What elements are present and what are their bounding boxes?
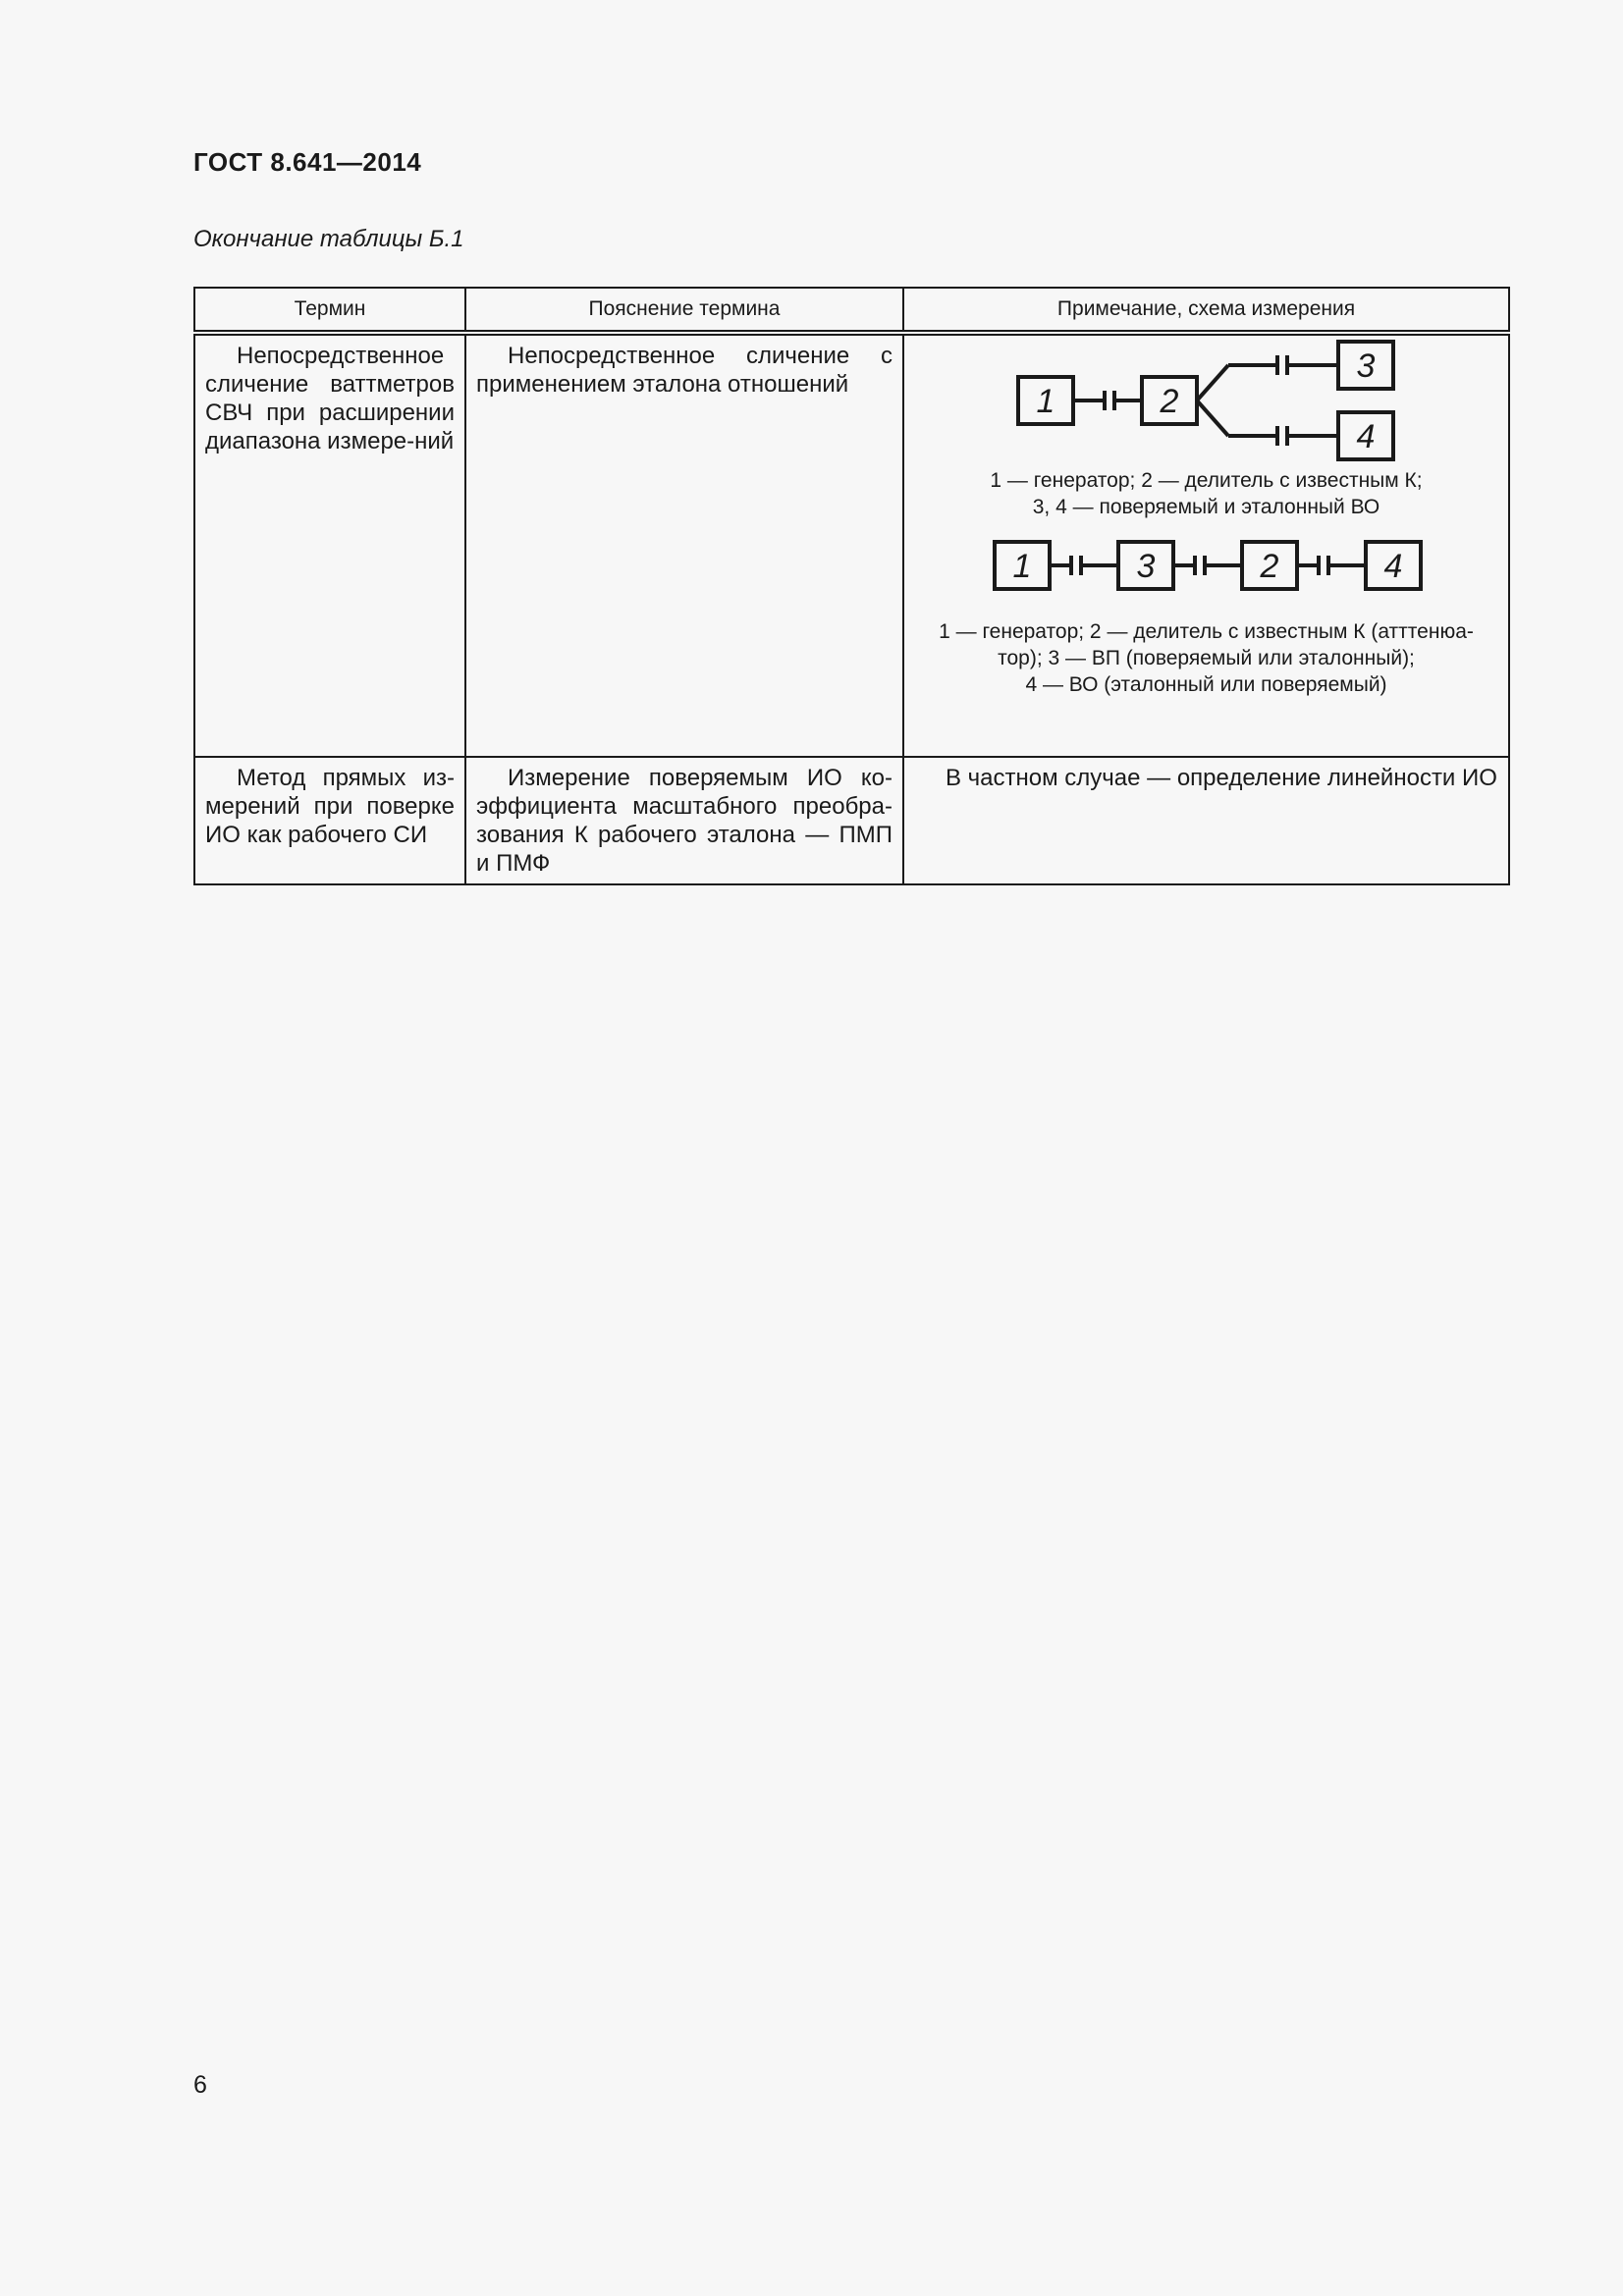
terms-table bbox=[193, 287, 1510, 885]
legend-line: 1 — генератор; 2 — делитель с известным К; bbox=[990, 469, 1423, 492]
block-label: 2 bbox=[1260, 548, 1279, 585]
block-2-label: 2 bbox=[1160, 383, 1179, 420]
explanation-cell bbox=[465, 757, 903, 884]
term-text: Метод прямых из-мерений при поверке ИО как рабочего СИ bbox=[205, 765, 455, 848]
table-caption: Окончание таблицы Б.1 bbox=[193, 226, 464, 252]
column-header-note: Примечание, схема измерения bbox=[903, 288, 1509, 333]
column-header-term: Термин bbox=[194, 288, 465, 333]
page-number: 6 bbox=[193, 2071, 207, 2099]
legend-line: тор); 3 — ВП (поверяемый или эталонный); bbox=[998, 647, 1415, 669]
term-text: Непосредственное сличение ваттметров СВЧ при расширении диапазона измере-ний bbox=[205, 343, 455, 454]
legend-line: 3, 4 — поверяемый и эталонный ВО bbox=[1032, 496, 1380, 518]
table-row bbox=[194, 333, 1509, 757]
chain-diagram bbox=[904, 532, 1510, 603]
diagram-2-legend bbox=[916, 618, 1496, 698]
block-3-label: 3 bbox=[1356, 347, 1376, 385]
term-cell bbox=[194, 333, 465, 757]
diagram-1-legend bbox=[916, 467, 1496, 520]
note-text: В частном случае — определение линейности ИО bbox=[946, 765, 1497, 791]
splitter-diagram bbox=[904, 336, 1510, 463]
column-header-explanation: Пояснение термина bbox=[465, 288, 903, 333]
explanation-cell bbox=[465, 333, 903, 757]
note-cell bbox=[903, 757, 1509, 884]
block-label: 4 bbox=[1383, 548, 1403, 585]
document-header: ГОСТ 8.641—2014 bbox=[193, 147, 422, 177]
block-4-label: 4 bbox=[1356, 418, 1376, 455]
note-cell bbox=[903, 333, 1509, 757]
block-1-label: 1 bbox=[1036, 383, 1055, 420]
term-cell bbox=[194, 757, 465, 884]
table-row bbox=[194, 757, 1509, 884]
block-label: 3 bbox=[1136, 548, 1156, 585]
legend-line: 1 — генератор; 2 — делитель с известным К (атттенюа- bbox=[939, 620, 1474, 643]
legend-line: 4 — ВО (эталонный или поверяемый) bbox=[1025, 673, 1387, 696]
explanation-text: Непосредственное сличение с применением эталона отношений bbox=[476, 343, 893, 398]
block-label: 1 bbox=[1012, 548, 1032, 585]
explanation-text: Измерение поверяемым ИО ко-эффициента масштабного преобра-зования К рабочего эталона — ПМП и ПМФ bbox=[476, 765, 893, 877]
table-header-row bbox=[194, 288, 1509, 333]
